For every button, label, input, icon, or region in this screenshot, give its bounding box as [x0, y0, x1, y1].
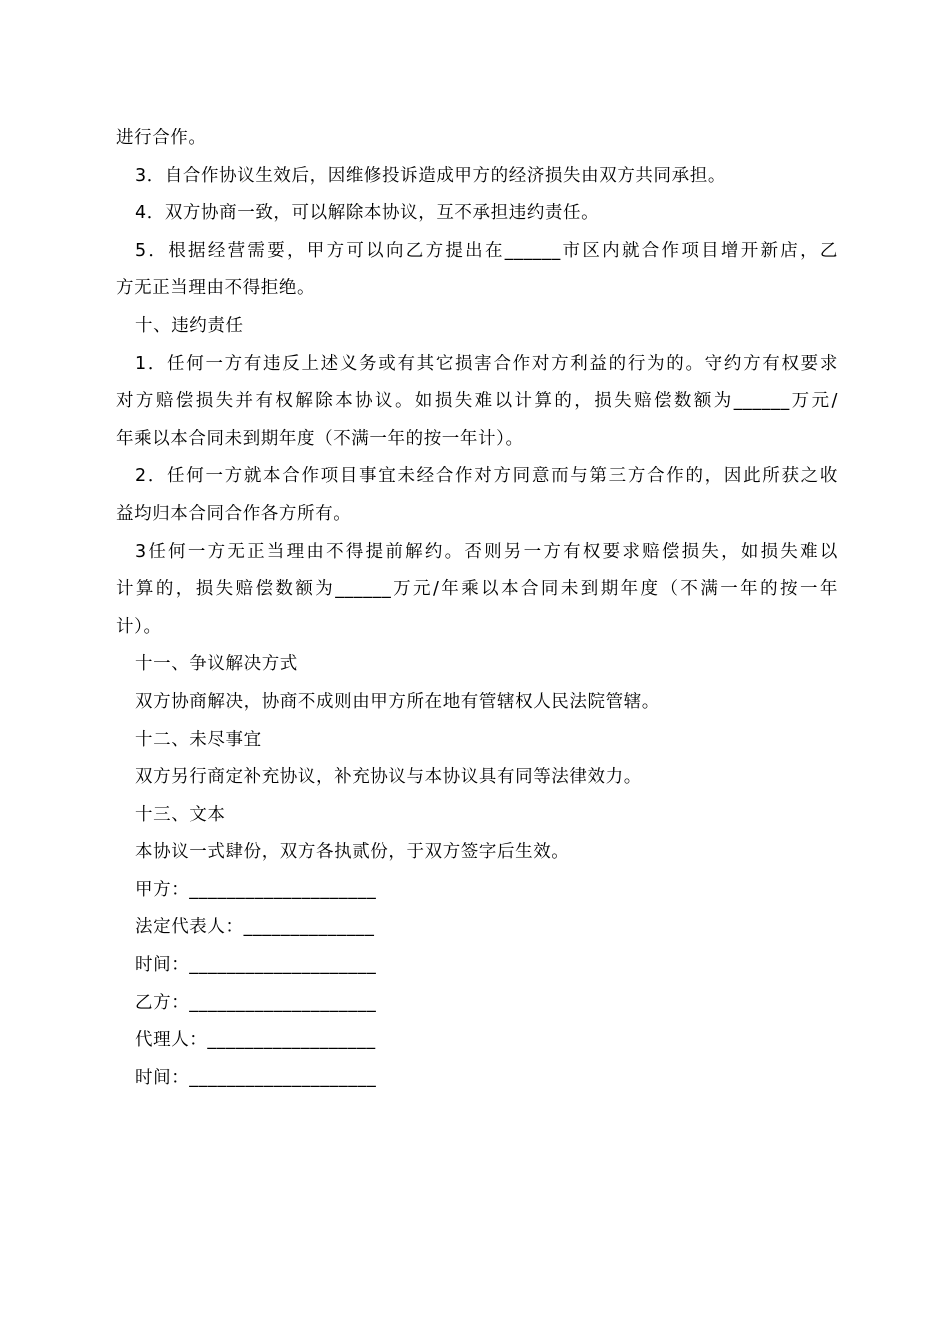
breach-clause-3-line-3: 计）。 [116, 616, 162, 637]
party-a-signature-line: 甲方：____________________ [135, 879, 377, 900]
breach-clause-2-continuation: 益均归本合同合作各方所有。 [116, 503, 352, 524]
legal-representative-line: 法定代表人：______________ [135, 917, 375, 938]
section-11-heading: 十一、争议解决方式 [135, 654, 298, 675]
breach-clause-1-line-2: 对方赔偿损失并有权解除本协议。如损失难以计算的，损失赔偿数额为______万元/ [116, 391, 838, 412]
party-a-date-line: 时间：____________________ [135, 955, 377, 976]
clause-5-continuation: 方无正当理由不得拒绝。 [116, 278, 316, 299]
supplementary-text: 双方另行商定补充协议，补充协议与本协议具有同等法律效力。 [135, 767, 642, 788]
party-b-date-line: 时间：____________________ [135, 1067, 377, 1088]
dispute-resolution-text: 双方协商解决，协商不成则由甲方所在地有管辖权人民法院管辖。 [135, 691, 660, 712]
breach-clause-3-line-2: 计算的，损失赔偿数额为______万元/年乘以本合同未到期年度（不满一年的按一年 [116, 579, 838, 600]
breach-clause-2-text: 2．任何一方就本合作项目事宜未经合作对方同意而与第三方合作的，因此所获之收 [135, 466, 838, 487]
breach-clause-1-text: 1．任何一方有违反上述义务或有其它损害合作对方利益的行为的。守约方有权要求 [135, 353, 838, 374]
clause-4-text: 4．双方协商一致，可以解除本协议，互不承担违约责任。 [135, 203, 600, 224]
document-body [116, 120, 838, 1097]
breach-clause-3-text: 3任何一方无正当理由不得提前解约。否则另一方有权要求赔偿损失，如损失难以 [135, 541, 838, 562]
clause-5-text: 5．根据经营需要，甲方可以向乙方提出在______市区内就合作项目增开新店，乙 [135, 240, 838, 261]
section-13-heading: 十三、文本 [135, 804, 226, 825]
agent-signature-line: 代理人：__________________ [135, 1030, 376, 1051]
breach-clause-1-line-3: 年乘以本合同未到期年度（不满一年的按一年计）。 [116, 428, 524, 449]
party-b-signature-line: 乙方：____________________ [135, 992, 377, 1013]
clause-3-text: 3．自合作协议生效后，因维修投诉造成甲方的经济损失由双方共同承担。 [135, 165, 726, 186]
section-10-heading: 十、违约责任 [135, 315, 244, 336]
paragraph-continuation: 进行合作。 [116, 128, 207, 148]
copies-text: 本协议一式肆份，双方各执贰份，于双方签字后生效。 [135, 842, 570, 863]
section-12-heading: 十二、未尽事宜 [135, 729, 262, 750]
